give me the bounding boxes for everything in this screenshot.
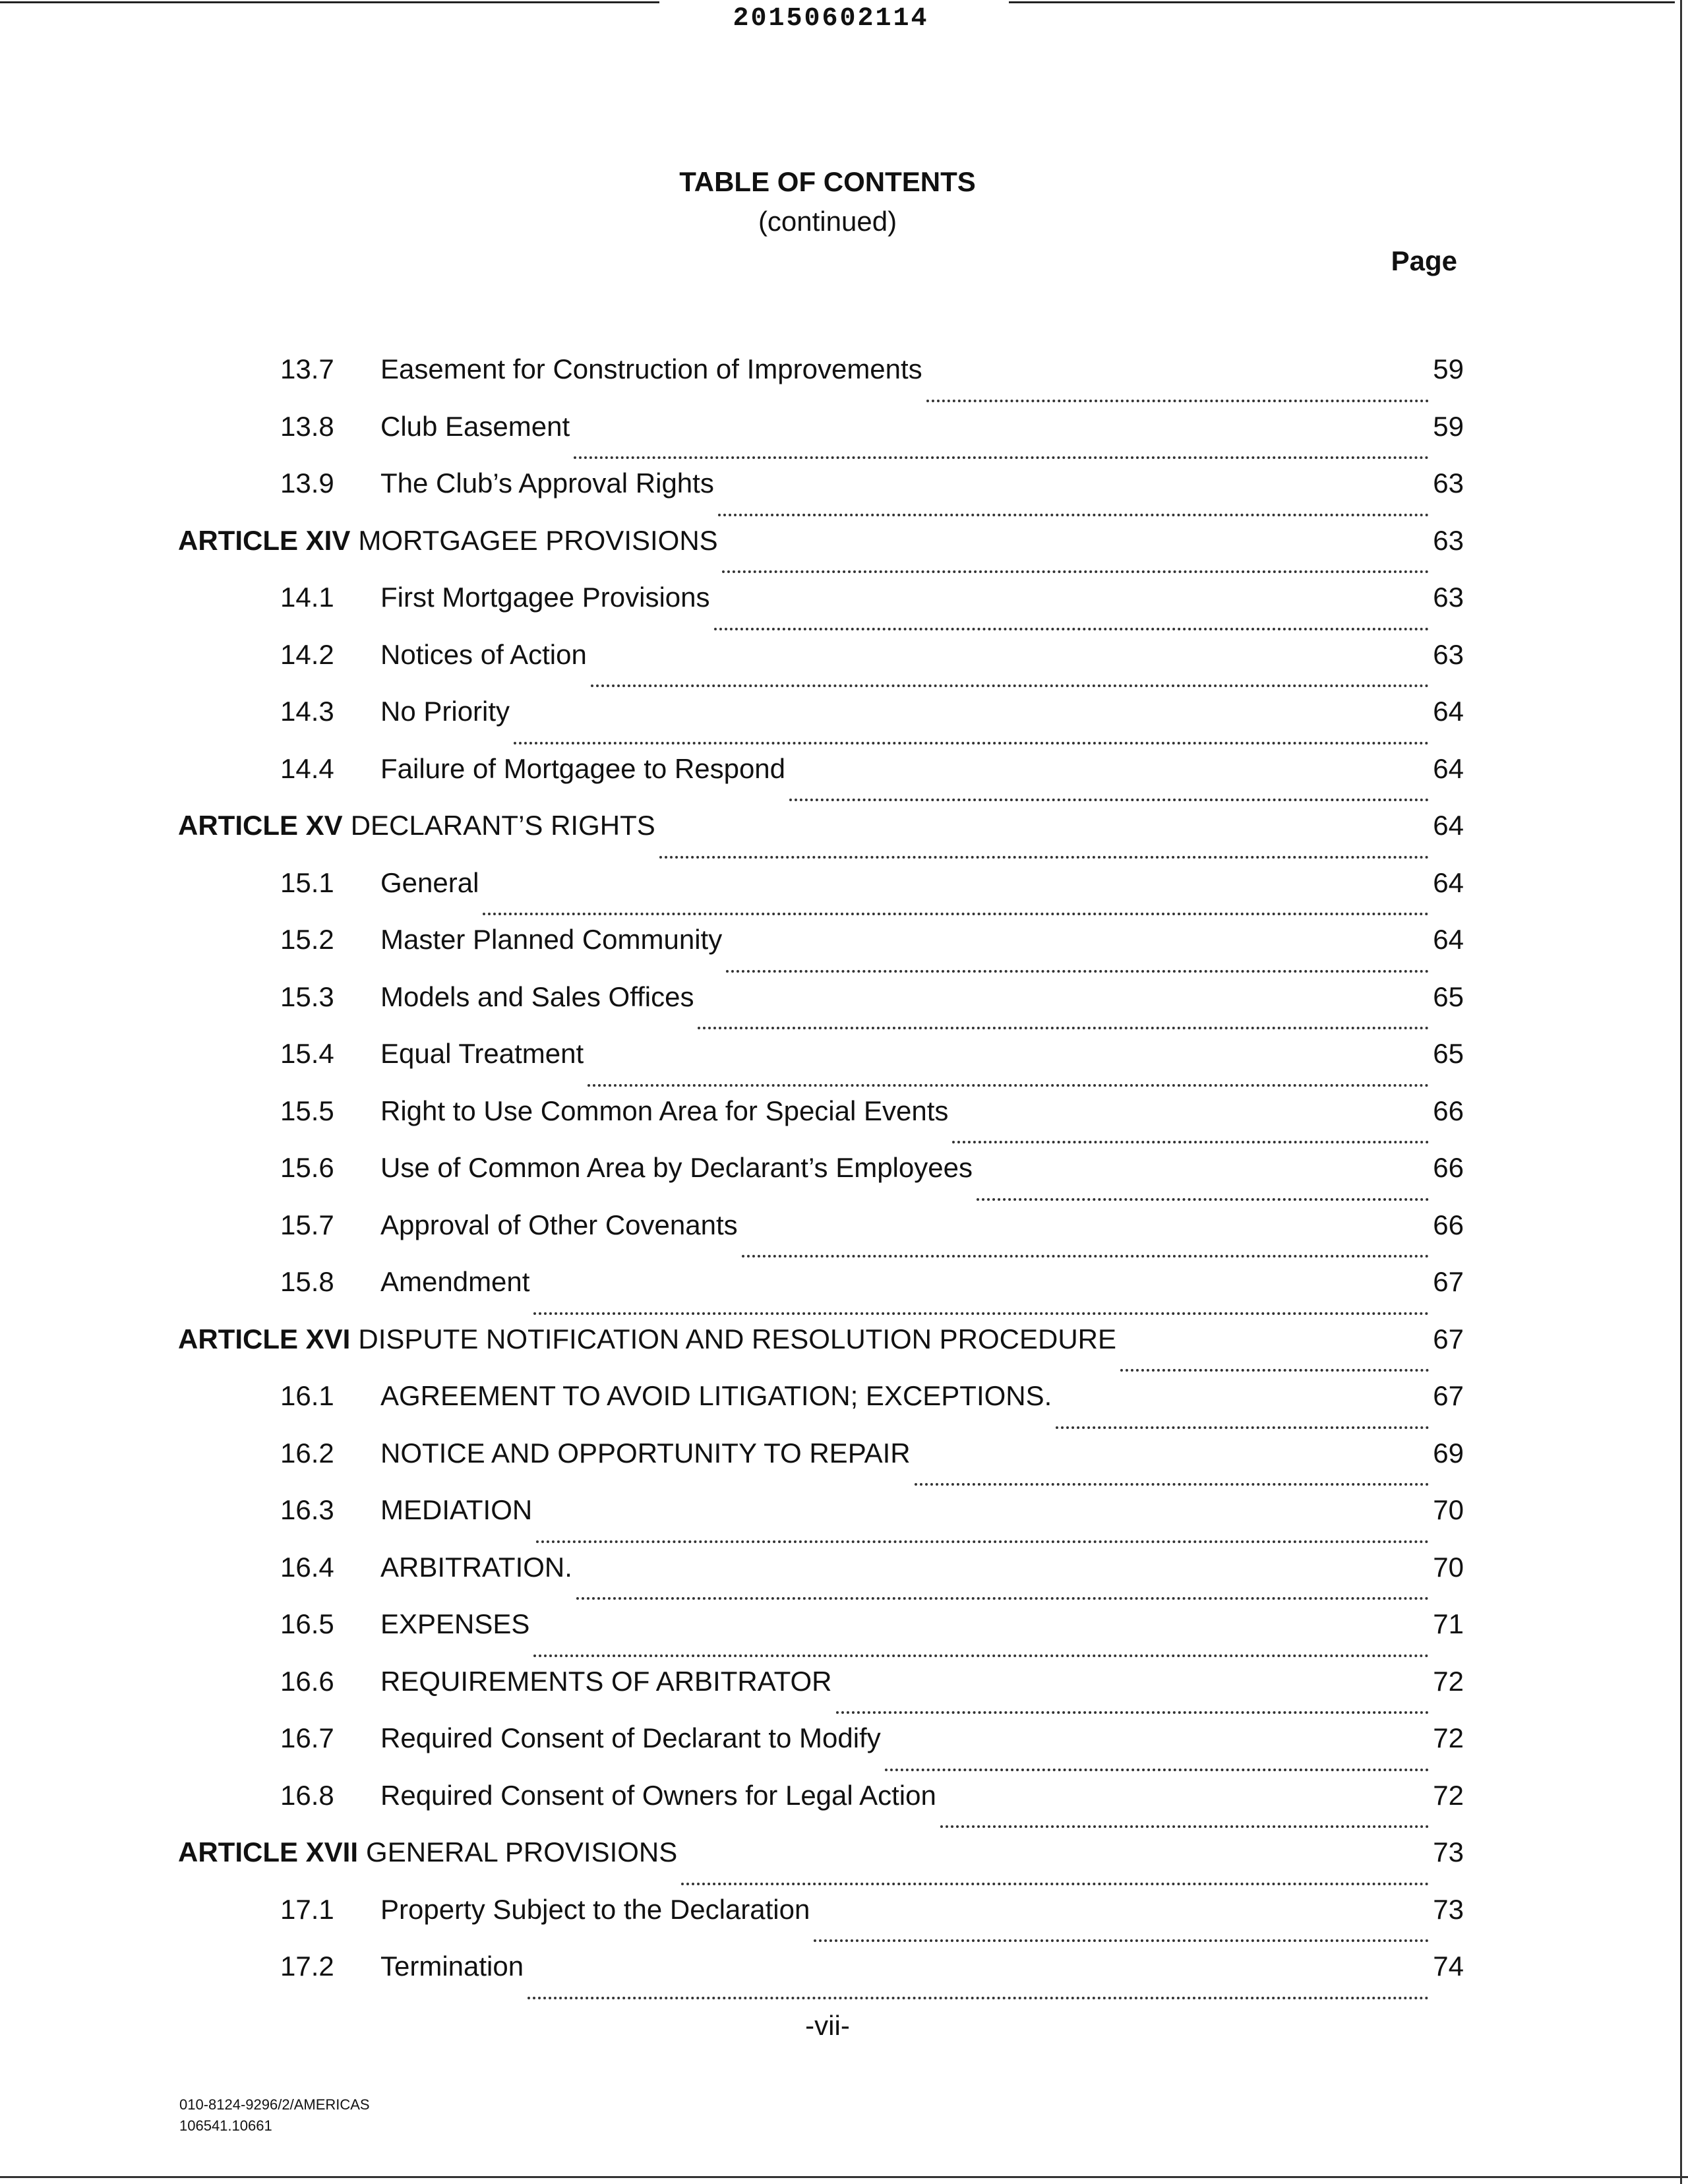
section-number: 14.3 (280, 696, 334, 727)
section-number: 15.1 (280, 866, 334, 898)
entry-page-number: 70 (1433, 1494, 1464, 1525)
dot-leader (483, 913, 1429, 915)
toc-section-row (178, 1779, 1464, 1836)
section-number: 16.4 (280, 1551, 334, 1583)
dot-leader (533, 1312, 1429, 1315)
section-number: 15.5 (280, 1095, 334, 1126)
dot-leader (814, 1939, 1429, 1942)
dot-leader (536, 1540, 1429, 1543)
entry-page-number: 74 (1433, 1951, 1464, 1982)
entry-title: No Priority (380, 696, 510, 727)
entry-title: EXPENSES (380, 1608, 530, 1639)
entry-title: DISPUTE NOTIFICATION AND RESOLUTION PROCEDURE (358, 1323, 1117, 1354)
toc-article-row (178, 524, 1464, 582)
entry-title: The Club’s Approval Rights (380, 468, 714, 499)
article-label: ARTICLE XIV (178, 524, 351, 556)
dot-leader (722, 570, 1430, 573)
entry-page-number: 70 (1433, 1551, 1464, 1583)
toc-section-row (178, 1095, 1464, 1152)
entry-page-number: 67 (1433, 1323, 1464, 1354)
section-number: 15.7 (280, 1209, 334, 1240)
section-number: 16.7 (280, 1722, 334, 1753)
entry-title: Use of Common Area by Declarant’s Employees (380, 1152, 973, 1183)
entry-title: Models and Sales Offices (380, 981, 694, 1012)
entry-page-number: 59 (1433, 410, 1464, 442)
entry-page-number: 64 (1433, 752, 1464, 784)
entry-page-number: 64 (1433, 810, 1464, 841)
entry-title: First Mortgagee Provisions (380, 582, 710, 613)
dot-leader (528, 1997, 1429, 1999)
dot-leader (885, 1769, 1430, 1771)
toc-section-row (178, 581, 1464, 638)
toc-section-row (178, 1665, 1464, 1722)
entry-title: DECLARANT’S RIGHTS (350, 810, 655, 841)
entry-page-number: 63 (1433, 524, 1464, 556)
section-number: 15.3 (280, 981, 334, 1012)
toc-section-row (178, 1722, 1464, 1779)
section-number: 15.8 (280, 1266, 334, 1297)
table-of-contents (178, 353, 1464, 2007)
entry-page-number: 67 (1433, 1266, 1464, 1297)
section-number: 16.3 (280, 1494, 334, 1525)
top-rule-left (0, 1, 659, 3)
article-label: ARTICLE XV (178, 810, 343, 841)
entry-page-number: 73 (1433, 1893, 1464, 1925)
dot-leader (698, 1027, 1429, 1029)
entry-page-number: 66 (1433, 1209, 1464, 1240)
toc-article-row (178, 1323, 1464, 1380)
dot-leader (726, 970, 1429, 973)
toc-section-row (178, 1037, 1464, 1095)
dot-leader (588, 1084, 1429, 1087)
section-number: 13.9 (280, 468, 334, 499)
toc-section-row (178, 866, 1464, 924)
page-column-header: Page (1391, 245, 1457, 276)
entry-page-number: 64 (1433, 696, 1464, 727)
toc-section-row (178, 1209, 1464, 1266)
entry-title: Easement for Construction of Improvements (380, 353, 922, 384)
entry-title: ARBITRATION. (380, 1551, 572, 1583)
entry-page-number: 69 (1433, 1437, 1464, 1469)
section-number: 15.6 (280, 1152, 334, 1183)
dot-leader (952, 1141, 1429, 1143)
entry-page-number: 64 (1433, 924, 1464, 955)
section-number: 15.2 (280, 924, 334, 955)
toc-article-row (178, 1836, 1464, 1893)
section-number: 16.8 (280, 1779, 334, 1811)
entry-title: Termination (380, 1951, 524, 1982)
entry-title: GENERAL PROVISIONS (366, 1836, 678, 1867)
section-number: 16.2 (280, 1437, 334, 1469)
entry-title: MEDIATION (380, 1494, 533, 1525)
entry-page-number: 65 (1433, 981, 1464, 1012)
page-subtitle: (continued) (758, 206, 897, 237)
entry-page-number: 67 (1433, 1380, 1464, 1411)
reference-line: 106541.10661 (179, 2117, 272, 2134)
toc-section-row (178, 1494, 1464, 1551)
section-number: 15.4 (280, 1038, 334, 1069)
entry-title: Club Easement (380, 410, 570, 442)
entry-title: Right to Use Common Area for Special Events (380, 1095, 949, 1126)
dot-leader (533, 1654, 1429, 1657)
toc-section-row (178, 1380, 1464, 1437)
toc-section-row (178, 923, 1464, 981)
entry-title: Approval of Other Covenants (380, 1209, 738, 1240)
toc-article-row (178, 809, 1464, 866)
section-number: 16.5 (280, 1608, 334, 1639)
page-number: -vii- (805, 2010, 850, 2041)
dot-leader (514, 742, 1429, 744)
entry-title: Amendment (380, 1266, 530, 1297)
entry-page-number: 72 (1433, 1722, 1464, 1753)
dot-leader (1056, 1426, 1429, 1429)
dot-leader (977, 1198, 1429, 1201)
section-number: 16.6 (280, 1665, 334, 1697)
dot-leader (789, 799, 1429, 801)
toc-section-row (178, 1950, 1464, 2007)
entry-page-number: 66 (1433, 1095, 1464, 1126)
article-label: ARTICLE XVII (178, 1836, 359, 1867)
entry-page-number: 66 (1433, 1152, 1464, 1183)
page-title: TABLE OF CONTENTS (679, 166, 976, 197)
dot-leader (742, 1255, 1430, 1258)
page-border-right (1680, 0, 1682, 2184)
toc-section-row (178, 353, 1464, 410)
top-rule-right (1009, 1, 1675, 3)
section-number: 13.7 (280, 353, 334, 384)
entry-title: Notices of Action (380, 638, 587, 670)
toc-section-row (178, 638, 1464, 696)
reference-line: 010-8124-9296/2/AMERICAS (179, 2096, 370, 2113)
toc-section-row (178, 1608, 1464, 1665)
toc-section-row (178, 1893, 1464, 1951)
entry-page-number: 63 (1433, 468, 1464, 499)
toc-section-row (178, 467, 1464, 524)
section-number: 13.8 (280, 410, 334, 442)
dot-leader (591, 684, 1429, 687)
toc-section-row (178, 752, 1464, 810)
toc-section-row (178, 1437, 1464, 1494)
dot-leader (940, 1825, 1429, 1828)
entry-page-number: 73 (1433, 1836, 1464, 1867)
dot-leader (1120, 1369, 1429, 1372)
section-number: 17.2 (280, 1951, 334, 1982)
entry-title: Failure of Mortgagee to Respond (380, 752, 786, 784)
entry-title: General (380, 866, 479, 898)
dot-leader (915, 1483, 1430, 1486)
section-number: 14.2 (280, 638, 334, 670)
page-border-bottom (0, 2176, 1688, 2178)
section-number: 14.4 (280, 752, 334, 784)
entry-title: Required Consent of Declarant to Modify (380, 1722, 881, 1753)
entry-title: Master Planned Community (380, 924, 723, 955)
dot-leader (718, 514, 1429, 516)
section-number: 16.1 (280, 1380, 334, 1411)
toc-section-row (178, 1151, 1464, 1209)
dot-leader (926, 400, 1430, 402)
document-number: 20150602114 (733, 4, 929, 34)
section-number: 14.1 (280, 582, 334, 613)
entry-page-number: 65 (1433, 1038, 1464, 1069)
toc-section-row (178, 981, 1464, 1038)
dot-leader (576, 1597, 1429, 1600)
entry-title: Property Subject to the Declaration (380, 1893, 810, 1925)
entry-page-number: 59 (1433, 353, 1464, 384)
dot-leader (574, 456, 1429, 459)
entry-page-number: 63 (1433, 638, 1464, 670)
entry-title: AGREEMENT TO AVOID LITIGATION; EXCEPTIONS. (380, 1380, 1052, 1411)
dot-leader (836, 1711, 1430, 1714)
entry-page-number: 72 (1433, 1665, 1464, 1697)
section-number: 17.1 (280, 1893, 334, 1925)
entry-title: Equal Treatment (380, 1038, 584, 1069)
toc-section-row (178, 695, 1464, 752)
dot-leader (681, 1883, 1429, 1885)
toc-section-row (178, 410, 1464, 468)
entry-page-number: 72 (1433, 1779, 1464, 1811)
entry-title: MORTGAGEE PROVISIONS (358, 524, 718, 556)
dot-leader (659, 856, 1430, 859)
dot-leader (714, 628, 1430, 630)
entry-page-number: 63 (1433, 582, 1464, 613)
entry-title: NOTICE AND OPPORTUNITY TO REPAIR (380, 1437, 911, 1469)
entry-page-number: 64 (1433, 866, 1464, 898)
article-label: ARTICLE XVI (178, 1323, 351, 1354)
toc-section-row (178, 1265, 1464, 1323)
entry-title: Required Consent of Owners for Legal Action (380, 1779, 936, 1811)
entry-title: REQUIREMENTS OF ARBITRATOR (380, 1665, 832, 1697)
toc-section-row (178, 1551, 1464, 1608)
entry-page-number: 71 (1433, 1608, 1464, 1639)
document-reference (179, 2094, 370, 2137)
